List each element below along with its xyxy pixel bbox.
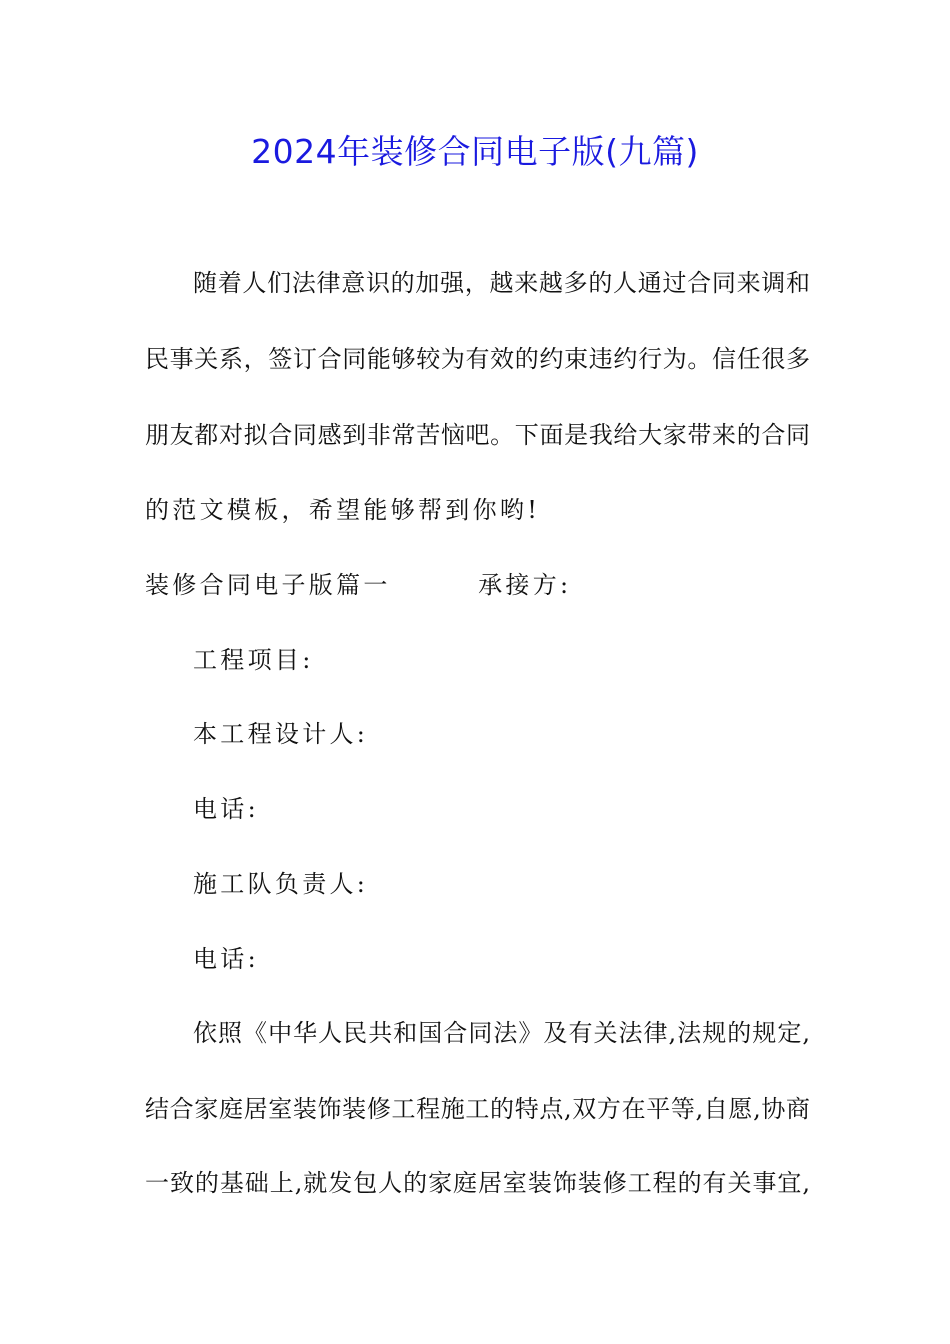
- section-heading: 装修合同电子版篇一 承接方:: [145, 571, 572, 599]
- intro-line: 民事关系，签订合同能够较为有效的约束违约行为。信任很多: [145, 345, 810, 373]
- document-title: 2024年装修合同电子版(九篇): [251, 132, 699, 171]
- body-line: 依照《中华人民共和国合同法》及有关法律,法规的规定,: [193, 1019, 810, 1047]
- field-phone: 电话:: [193, 795, 259, 823]
- intro-line: 随着人们法律意识的加强，越来越多的人通过合同来调和: [193, 269, 810, 297]
- field-team-leader: 施工队负责人:: [193, 870, 369, 898]
- field-designer: 本工程设计人:: [193, 720, 369, 748]
- intro-line: 的范文模板，希望能够帮到你哟!: [145, 496, 541, 524]
- field-phone: 电话:: [193, 945, 259, 973]
- body-line: 结合家庭居室装饰装修工程施工的特点,双方在平等,自愿,协商: [145, 1095, 810, 1123]
- body-line: 一致的基础上,就发包人的家庭居室装饰装修工程的有关事宜,: [145, 1169, 810, 1197]
- intro-line: 朋友都对拟合同感到非常苦恼吧。下面是我给大家带来的合同: [145, 421, 810, 449]
- field-project: 工程项目:: [193, 646, 314, 674]
